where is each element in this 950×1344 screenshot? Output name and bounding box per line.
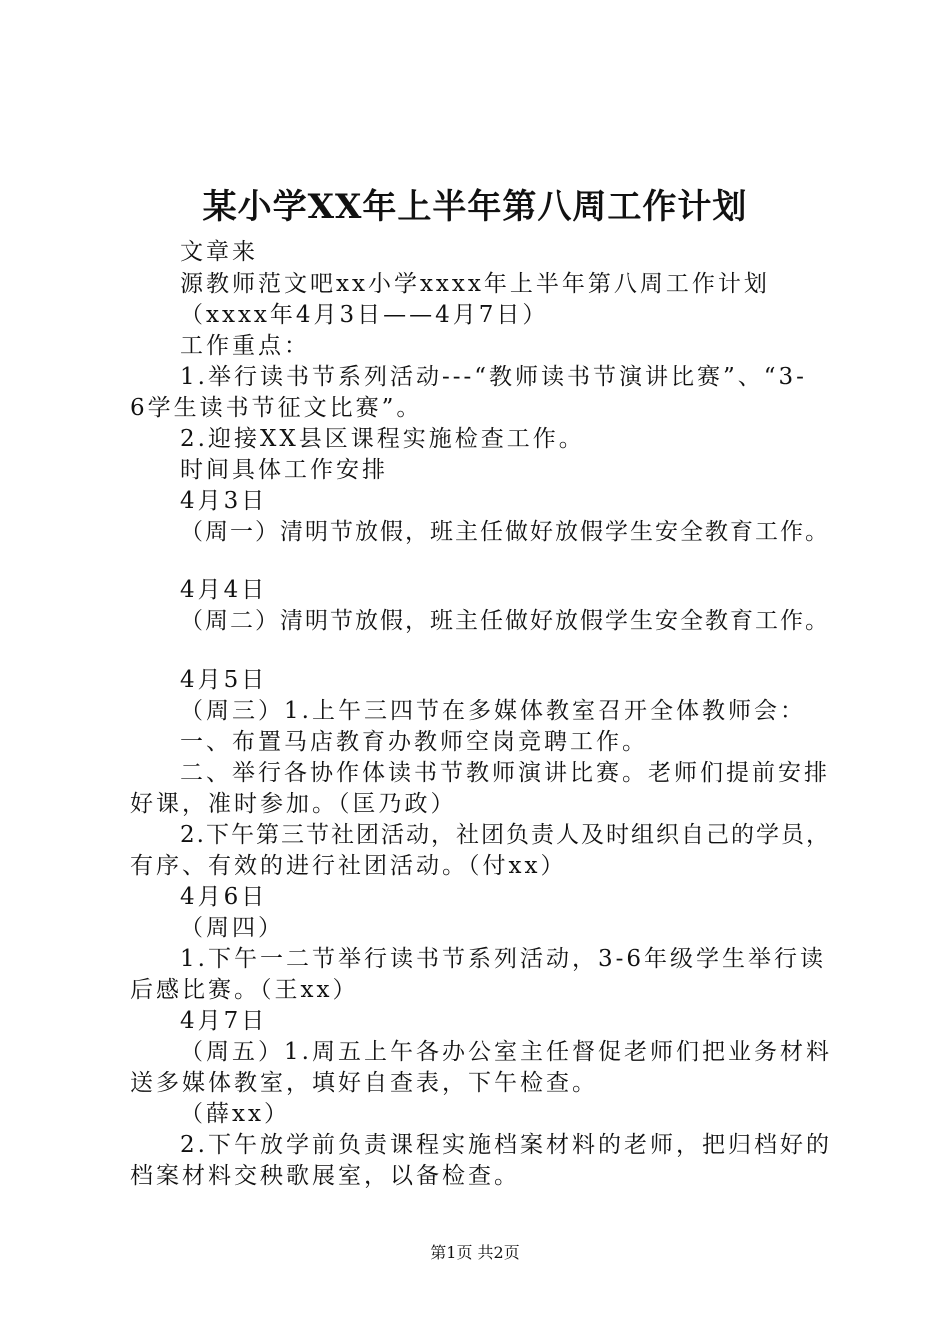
- body-line: 2.下午第三节社团活动，社团负责人及时组织自己的学员，: [180, 822, 831, 848]
- body-line: 一、布置马店教育办教师空岗竞聘工作。: [180, 729, 648, 755]
- page-number-footer: 第1页 共2页: [430, 1243, 520, 1262]
- body-line: 二、举行各协作体读书节教师演讲比赛。老师们提前安排: [180, 760, 830, 786]
- body-line: （周一）清明节放假，班主任做好放假学生安全教育工作。: [180, 519, 830, 545]
- body-line: 4月3日: [180, 488, 268, 514]
- body-line: 6学生读书节征文比赛”。: [130, 395, 423, 421]
- body-line: 送多媒体教室，填好自查表，下午检查。: [130, 1070, 598, 1096]
- body-line: 1.下午一二节举行读书节系列活动，3-6年级学生举行读: [180, 946, 826, 972]
- body-line: 4月4日: [180, 577, 268, 603]
- body-line: 文章来: [180, 239, 258, 265]
- body-line: （周四）: [180, 915, 284, 941]
- body-line: 2.迎接XX县区课程实施检查工作。: [180, 426, 585, 452]
- body-line: 档案材料交秧歌展室，以备检查。: [130, 1163, 520, 1189]
- body-line: 工作重点：: [180, 333, 310, 359]
- body-line: （薛xx）: [180, 1101, 290, 1127]
- body-line: （周五）1.周五上午各办公室主任督促老师们把业务材料: [180, 1039, 832, 1065]
- body-line: 4月5日: [180, 667, 268, 693]
- body-line: （周二）清明节放假，班主任做好放假学生安全教育工作。: [180, 608, 830, 634]
- body-line: （xxxx年4月3日——4月7日）: [180, 302, 549, 328]
- body-line: 2.下午放学前负责课程实施档案材料的老师，把归档好的: [180, 1132, 832, 1158]
- body-line: 4月6日: [180, 884, 268, 910]
- body-line: （周三）1.上午三四节在多媒体教室召开全体教师会：: [180, 698, 806, 724]
- body-line: 1.举行读书节系列活动---“教师读书节演讲比赛”、“3-: [180, 364, 807, 390]
- document-title: 某小学XX年上半年第八周工作计划: [202, 187, 748, 227]
- body-line: 4月7日: [180, 1008, 268, 1034]
- body-line: 源教师范文吧xx小学xxxx年上半年第八周工作计划: [180, 271, 770, 297]
- body-line: 后感比赛。（王xx）: [130, 977, 359, 1003]
- body-line: 时间具体工作安排: [180, 457, 388, 483]
- body-line: 好课，准时参加。（匡乃政）: [130, 791, 457, 817]
- body-line: 有序、有效的进行社团活动。（付xx）: [130, 853, 567, 879]
